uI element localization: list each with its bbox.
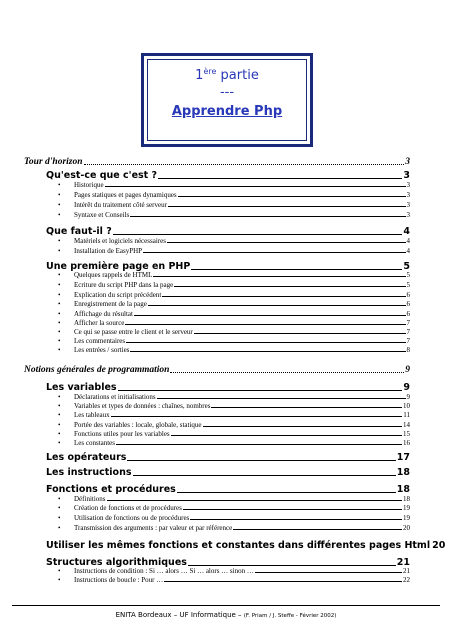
toc-leader (105, 186, 406, 187)
toc-item-row[interactable] (58, 310, 410, 318)
bullet-icon: • (58, 402, 61, 410)
toc-page-number: 7 (406, 337, 410, 345)
bullet-icon: • (58, 291, 61, 299)
toc-entry-label: Fonctions utiles pour les variables (74, 430, 170, 438)
toc-item-row[interactable] (58, 281, 410, 289)
footer-institution: ENITA Bordeaux – UF Informatique – (115, 611, 244, 619)
toc-leader (177, 492, 396, 493)
toc-leader (171, 435, 402, 436)
bullet-icon: • (58, 237, 61, 245)
toc-page-number: 3 (403, 170, 410, 181)
toc-leader (107, 500, 403, 501)
toc-sec-row[interactable] (46, 170, 410, 181)
bullet-icon: • (58, 576, 61, 584)
toc-leader (84, 164, 405, 165)
toc-leader (143, 252, 405, 253)
bullet-icon: • (58, 514, 61, 522)
toc-leader (233, 529, 402, 530)
toc-page-number: 18 (403, 495, 410, 503)
toc-entry-label: Déclarations et initialisations (74, 393, 156, 401)
toc-entry-label: Fonctions et procédures (46, 484, 176, 495)
toc-leader (125, 324, 405, 325)
toc-leader (188, 565, 396, 566)
toc-item-row[interactable] (58, 393, 410, 401)
title-line-1 (148, 68, 306, 84)
title-part-superscript: ère (203, 67, 217, 76)
toc-entry-label: Portée des variables : locale, globale, statique (74, 421, 202, 429)
toc-entry-label: Notions générales de programmation (24, 365, 170, 375)
bullet-icon: • (58, 567, 61, 575)
toc-leader (134, 315, 406, 316)
toc-entry-label: Instructions de condition : Si … alors … Si … alors … sinon … (74, 567, 254, 575)
toc-item-row[interactable] (58, 576, 410, 584)
toc-leader (153, 276, 405, 277)
toc-page-number: 4 (403, 226, 410, 237)
toc-item-row[interactable] (58, 337, 410, 345)
toc-page-number: 14 (403, 421, 410, 429)
toc-page-number: 7 (406, 319, 410, 327)
bullet-icon: • (58, 310, 61, 318)
bullet-icon: • (58, 247, 61, 255)
toc-leader (191, 269, 402, 270)
toc-item-row[interactable] (58, 328, 410, 336)
toc-page-number: 5 (403, 261, 410, 272)
toc-page-number: 16 (403, 439, 410, 447)
bullet-icon: • (58, 393, 61, 401)
toc-page-number: 6 (406, 291, 410, 299)
bullet-icon: • (58, 524, 61, 532)
toc-entry-label: Utiliser les mêmes fonctions et constantes dans différentes pages Html (46, 540, 431, 551)
toc-leader (194, 333, 406, 334)
toc-item-row[interactable] (58, 567, 410, 575)
toc-leader (118, 390, 403, 391)
toc-entry-label: Les constantes (74, 439, 116, 447)
toc-page-number: 15 (403, 430, 410, 438)
toc-item-row[interactable] (58, 346, 410, 354)
toc-page-number: 3 (406, 211, 410, 219)
toc-item-row[interactable] (58, 439, 410, 447)
toc-entry-label: Structures algorithmiques (46, 557, 187, 568)
toc-page-number: 9 (405, 365, 410, 375)
toc-entry-label: Historique (74, 181, 104, 189)
toc-item-row[interactable] (58, 504, 410, 512)
toc-leader (148, 305, 406, 306)
toc-entry-label: Les instructions (46, 467, 132, 478)
toc-leader (255, 572, 402, 573)
toc-leader (162, 296, 405, 297)
toc-item-row[interactable] (58, 191, 410, 199)
bullet-icon: • (58, 439, 61, 447)
bullet-icon: • (58, 504, 61, 512)
toc-entry-label: Pages statiques et pages dynamiques (74, 191, 177, 199)
toc-page-number: 18 (396, 467, 410, 478)
toc-item-row[interactable] (58, 514, 410, 522)
footer-divider (12, 605, 440, 606)
bullet-icon: • (58, 300, 61, 308)
title-part-number: 1 (195, 68, 204, 83)
toc-item-row[interactable] (58, 495, 410, 503)
toc-item-row[interactable] (58, 524, 410, 532)
toc-item-row[interactable] (58, 201, 410, 209)
toc-entry-label: Installation de EasyPHP (74, 247, 143, 255)
toc-entry-label: Variables et types de données : chaînes, nombres (74, 402, 211, 410)
toc-entry-label: Les tableaux (74, 411, 110, 419)
toc-item-row[interactable] (58, 181, 410, 189)
toc-page-number: 17 (396, 452, 410, 463)
toc-leader (167, 242, 406, 243)
toc-entry-label: Afficher la source (74, 319, 125, 327)
toc-page-number: 5 (406, 281, 410, 289)
toc-item-row[interactable] (58, 421, 410, 429)
toc-page-number: 19 (403, 504, 410, 512)
bullet-icon: • (58, 211, 61, 219)
toc-leader (157, 398, 406, 399)
footer-authors: (F. Priam / J. Steffe - Février 2002) (243, 613, 337, 619)
bullet-icon: • (58, 281, 61, 289)
toc-sec-row[interactable] (46, 484, 410, 495)
toc-page-number: 22 (403, 576, 410, 584)
toc-leader (158, 178, 402, 179)
toc-leader (127, 460, 395, 461)
toc-page-number: 10 (403, 402, 410, 410)
toc-leader (211, 407, 402, 408)
toc-leader (203, 426, 402, 427)
page-title: Apprendre Php (171, 104, 283, 119)
bullet-icon: • (58, 495, 61, 503)
bullet-icon: • (58, 337, 61, 345)
toc-page-number: 3 (405, 157, 410, 167)
toc-entry-label: Intérêt du traitement côté serveur (74, 201, 167, 209)
toc-sec-row[interactable] (46, 540, 446, 551)
toc-leader (190, 519, 402, 520)
title-separator: --- (219, 85, 235, 100)
toc-entry-label: Les commentaires (74, 337, 126, 345)
toc-entry-label: Ce qui se passe entre le client et le serveur (74, 328, 193, 336)
toc-item-row[interactable] (58, 402, 410, 410)
toc-entry-label: Transmission des arguments : par valeur et par référence (74, 524, 233, 532)
toc-leader (164, 581, 402, 582)
toc-entry-label: Que faut-il ? (46, 226, 112, 237)
toc-page-number: 11 (403, 411, 410, 419)
toc-page-number: 8 (406, 346, 410, 354)
toc-page-number: 6 (406, 310, 410, 318)
toc-entry-label: Tour d'horizon (24, 157, 83, 167)
toc-sec-row[interactable] (46, 382, 410, 393)
toc-part-row[interactable] (24, 157, 410, 167)
toc-page-number: 3 (406, 191, 410, 199)
toc-item-row[interactable] (58, 319, 410, 327)
toc-page-number: 9 (406, 393, 410, 401)
toc-entry-label: Affichage du résultat (74, 310, 133, 318)
toc-leader (178, 196, 406, 197)
toc-leader (130, 351, 405, 352)
toc-entry-label: Les entrées / sorties (74, 346, 130, 354)
toc-leader (168, 206, 406, 207)
toc-page-number: 21 (403, 567, 410, 575)
toc-entry-label: Utilisation de fonctions ou de procédures (74, 514, 190, 522)
toc-entry-label: Enregistrement de la page (74, 300, 147, 308)
toc-leader (133, 475, 396, 476)
title-part-word: partie (216, 68, 259, 83)
toc-page-number: 5 (406, 271, 410, 279)
toc-item-row[interactable] (58, 237, 410, 245)
toc-item-row[interactable] (58, 291, 410, 299)
toc-page-number: 20 (432, 540, 446, 551)
bullet-icon: • (58, 430, 61, 438)
toc-entry-label: Création de fonctions et de procédures (74, 504, 182, 512)
toc-leader (116, 444, 402, 445)
title-box (141, 53, 313, 147)
toc-page-number: 21 (396, 557, 410, 568)
toc-item-row[interactable] (58, 300, 410, 308)
toc-entry-label: Explication du script précédent (74, 291, 162, 299)
toc-part-row[interactable] (24, 365, 410, 375)
toc-item-row[interactable] (58, 211, 410, 219)
toc-page-number: 4 (406, 247, 410, 255)
toc-page-number: 18 (396, 484, 410, 495)
toc-page-number: 20 (403, 524, 410, 532)
toc-page-number: 3 (406, 201, 410, 209)
bullet-icon: • (58, 421, 61, 429)
bullet-icon: • (58, 181, 61, 189)
toc-entry-label: Quelques rappels de HTML (74, 271, 153, 279)
toc-leader (111, 416, 403, 417)
toc-page-number: 7 (406, 328, 410, 336)
toc-sec-row[interactable] (46, 467, 410, 478)
toc-leader (170, 372, 404, 373)
toc-item-row[interactable] (58, 247, 410, 255)
toc-entry-label: Matériels et logiciels nécessaires (74, 237, 166, 245)
bullet-icon: • (58, 201, 61, 209)
toc-entry-label: Instructions de boucle : Pour … (74, 576, 164, 584)
bullet-icon: • (58, 328, 61, 336)
toc-page-number: 9 (403, 382, 410, 393)
page-footer (0, 611, 452, 619)
toc-item-row[interactable] (58, 271, 410, 279)
toc-sec-row[interactable] (46, 452, 410, 463)
toc-entry-label: Définitions (74, 495, 106, 503)
toc-entry-label: Syntaxe et Conseils (74, 211, 130, 219)
toc-item-row[interactable] (58, 430, 410, 438)
toc-entry-label: Qu'est-ce que c'est ? (46, 170, 158, 181)
toc-leader (130, 216, 405, 217)
toc-entry-label: Ecriture du script PHP dans la page (74, 281, 174, 289)
toc-entry-label: Les opérateurs (46, 452, 127, 463)
bullet-icon: • (58, 346, 61, 354)
toc-page-number: 3 (406, 181, 410, 189)
toc-sec-row[interactable] (46, 226, 410, 237)
toc-page-number: 4 (406, 237, 410, 245)
toc-leader (183, 509, 402, 510)
toc-page-number: 6 (406, 300, 410, 308)
bullet-icon: • (58, 319, 61, 327)
toc-entry-label: Une première page en PHP (46, 261, 191, 272)
bullet-icon: • (58, 411, 61, 419)
toc-item-row[interactable] (58, 411, 410, 419)
toc-entry-label: Les variables (46, 382, 117, 393)
bullet-icon: • (58, 271, 61, 279)
toc-leader (126, 342, 405, 343)
toc-page-number: 19 (403, 514, 410, 522)
bullet-icon: • (58, 191, 61, 199)
title-inner-frame (147, 59, 307, 141)
toc-leader (113, 234, 403, 235)
toc-leader (174, 286, 405, 287)
